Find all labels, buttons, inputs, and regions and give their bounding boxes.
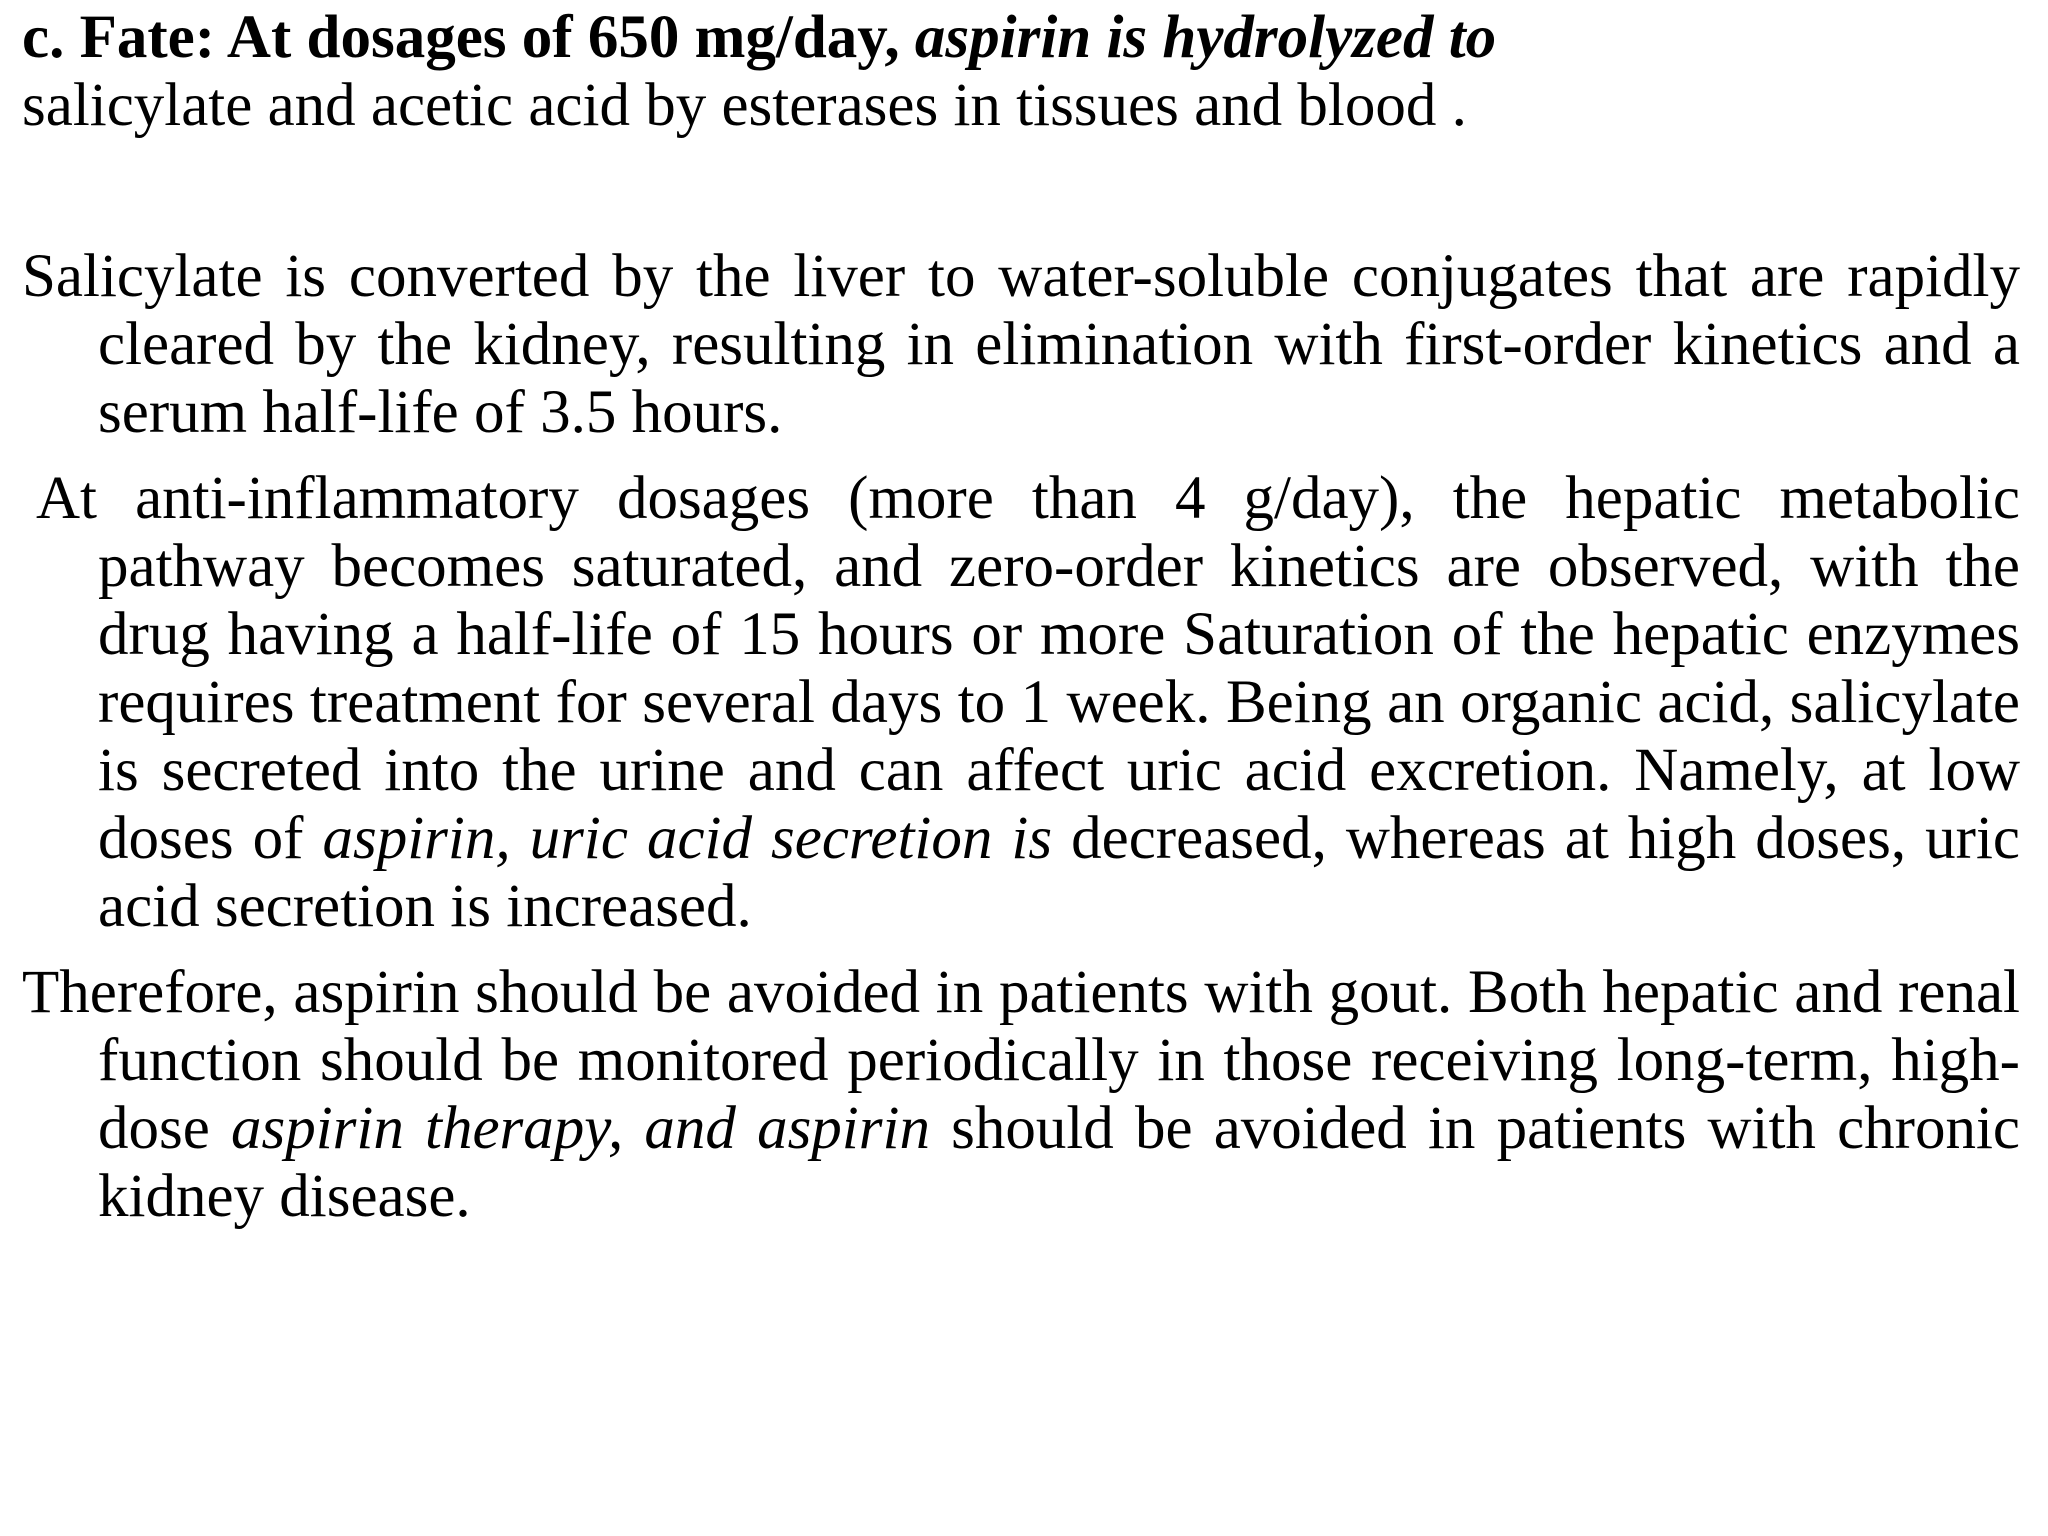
paragraph3-italic: aspirin therapy, and aspirin (230, 1095, 930, 1162)
paragraph2-part2: decreased, whereas at high doses, uric acid secretion is increased. (98, 805, 2020, 940)
heading-continuation: salicylate and acetic acid by esterases in tissues and blood . (22, 72, 1467, 139)
paragraph2-part1: At anti-inflammatory dosages (more than 4 g/day), the hepatic metabolic pathway becomes saturated, and zero-order kinetics are observed, with the drug having a half-life of 15 hours or more Saturation of the hepatic enzymes requires treatment for several days to 1 week. Being an organic acid, salicylate is secreted into the urine and can affect uric acid excretion. Namely, at low doses of (36, 465, 2020, 872)
heading-label: c. Fate: (22, 4, 216, 71)
heading-bold-text: At dosages of 650 mg/day, (215, 4, 915, 71)
paragraph-zero-order-kinetics (22, 465, 2020, 941)
paragraph2-italic: aspirin, uric acid secretion is (322, 805, 1053, 872)
paragraph3-part2: should be avoided in patients with chronic kidney disease. (98, 1095, 2020, 1230)
heading-bold-italic-text: aspirin is hydrolyzed to (914, 4, 1497, 71)
paragraph-gout-warning (22, 959, 2020, 1231)
paragraph1-text: Salicylate is converted by the liver to water-soluble conjugates that are rapidly cleared by the kidney, resulting in elimination with first-order kinetics and a serum half-life of 3.5 hours. (22, 243, 2020, 446)
paragraph-first-order-kinetics (22, 243, 2020, 447)
paragraph3-part1: Therefore, aspirin should be avoided in patients with gout. Both hepatic and renal function should be monitored periodically in those receiving long-term, high-dose (22, 959, 2020, 1162)
slide-heading (22, 4, 2026, 140)
spacer (22, 140, 2026, 243)
